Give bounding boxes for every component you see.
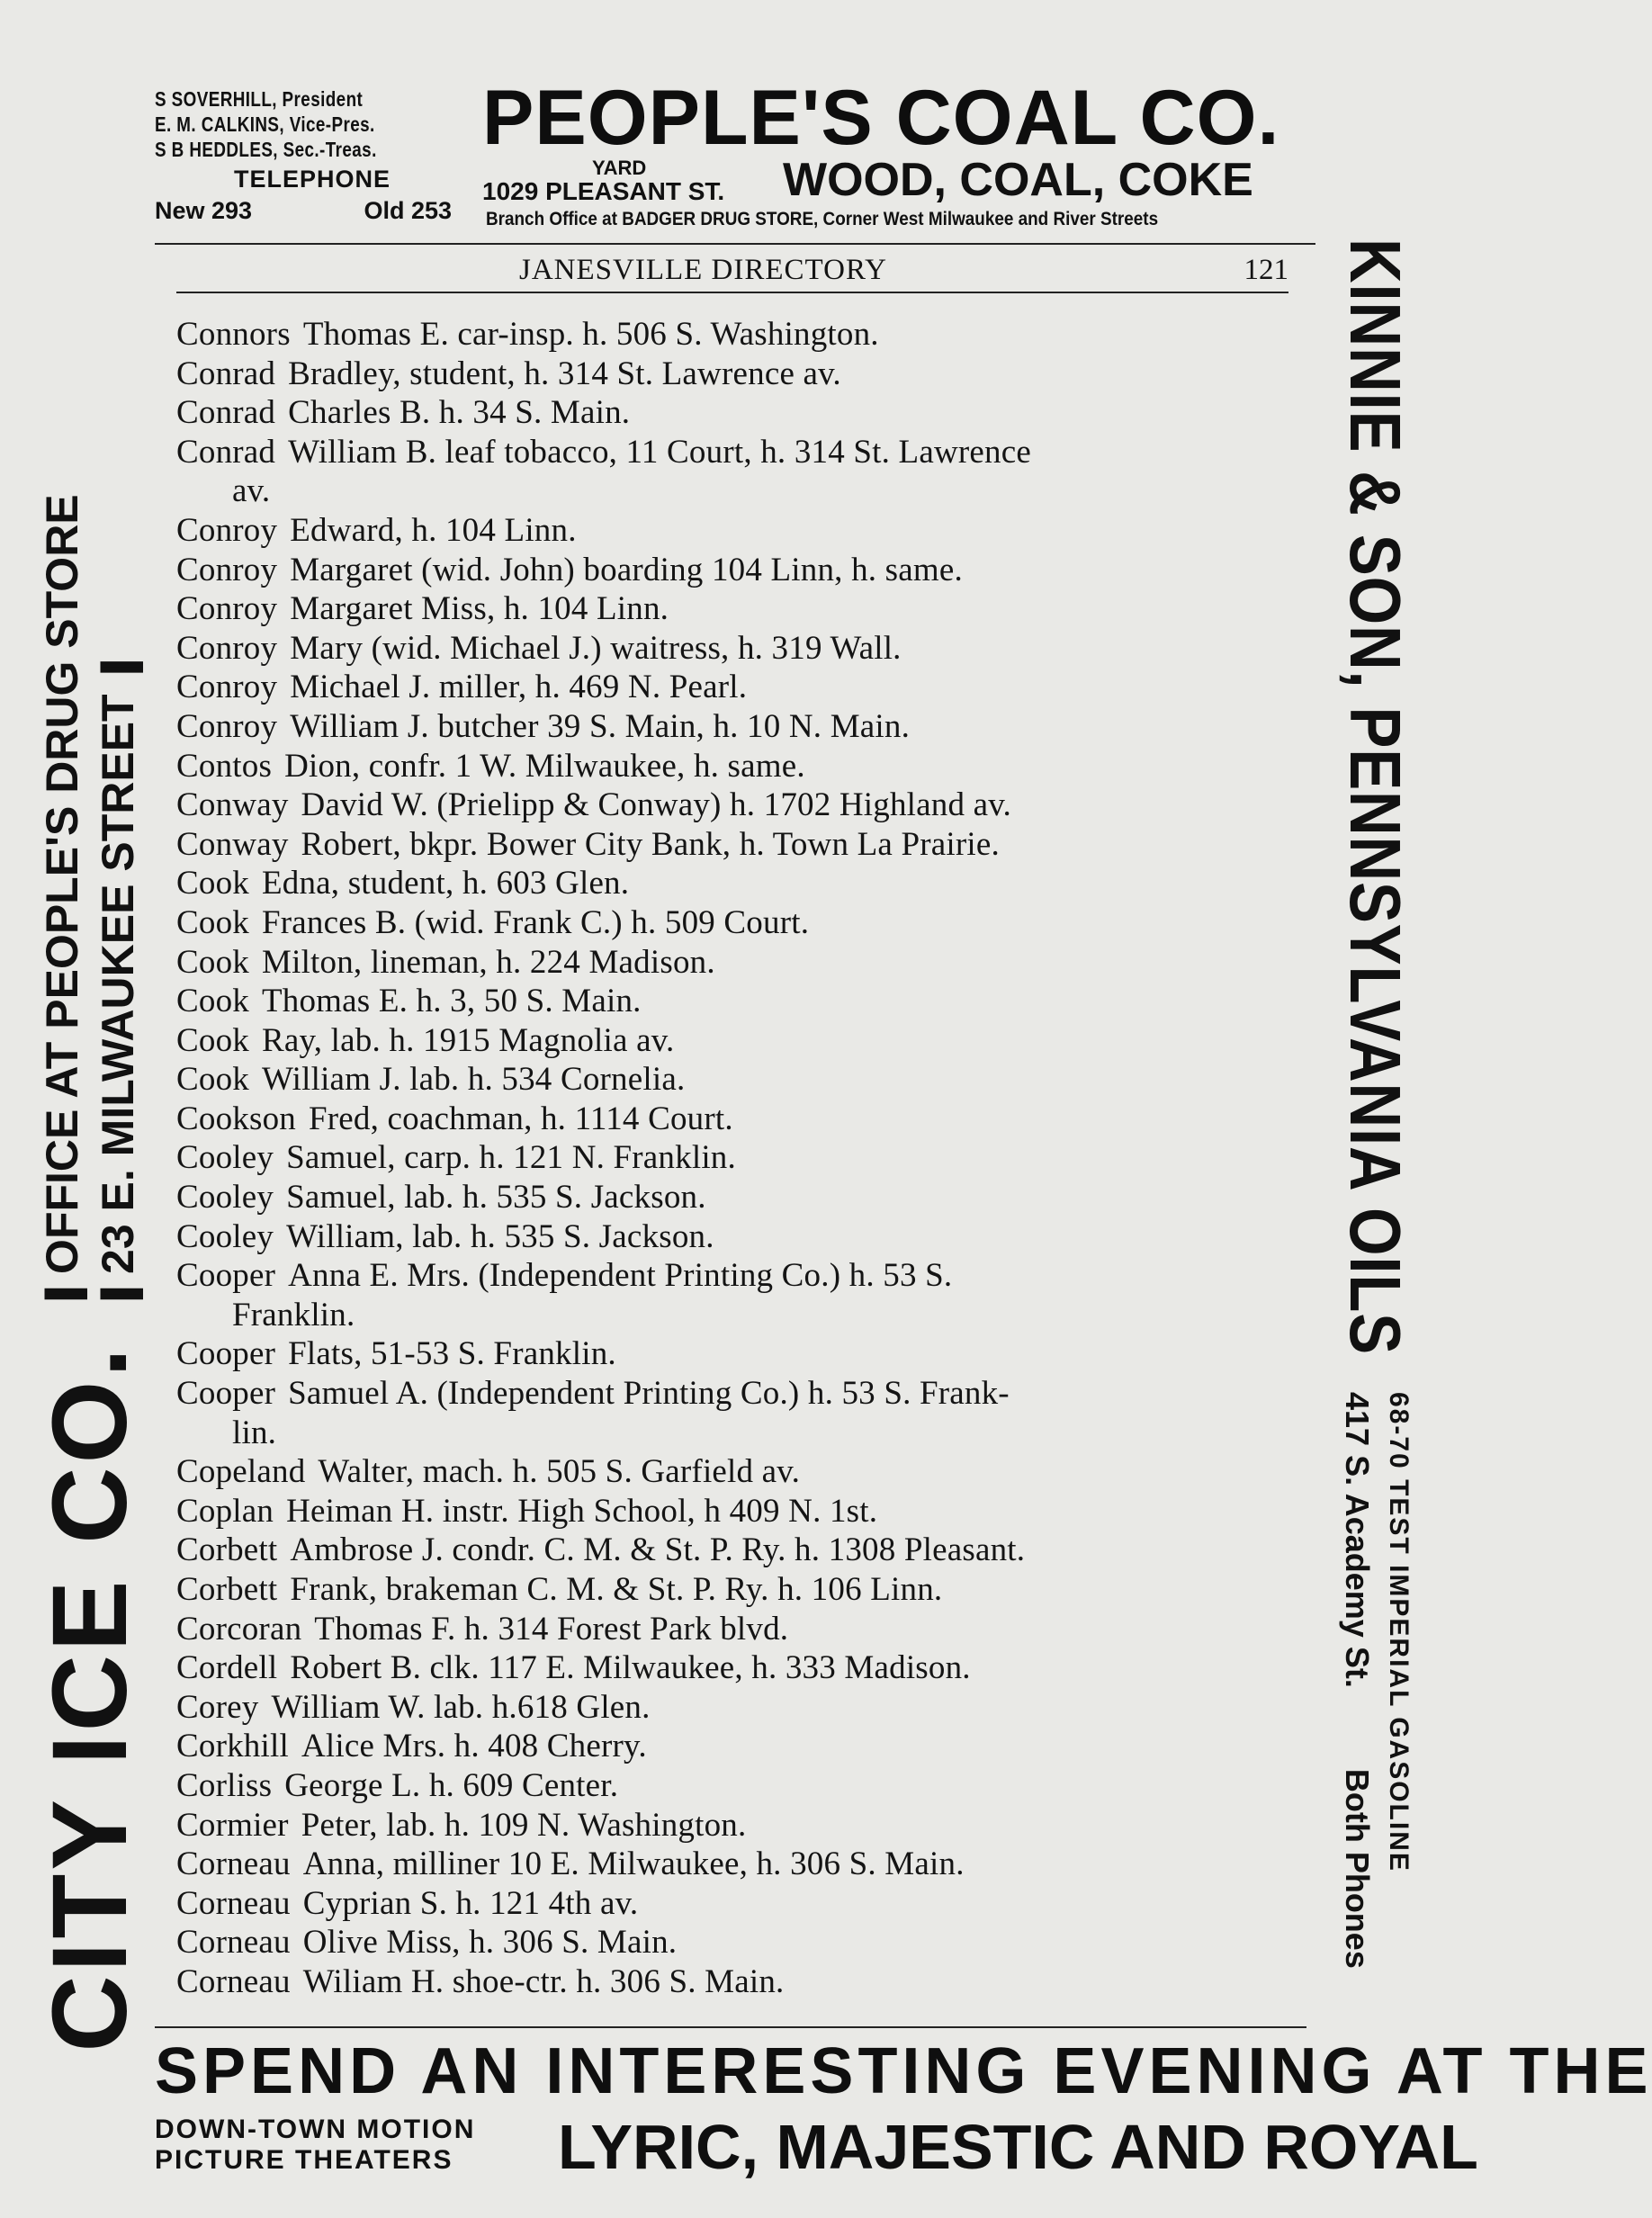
- entry-details: Fred, coachman, h. 1114 Court.: [308, 1100, 733, 1137]
- entry-details: Frances B. (wid. Frank C.) h. 509 Court.: [261, 903, 810, 941]
- entry-surname: Corneau: [176, 1845, 291, 1883]
- ice-address-text: 23 E. MILWAUKEE STREET: [93, 694, 143, 1274]
- entry-details: Robert B. clk. 117 E. Milwaukee, h. 333 Madison.: [290, 1649, 971, 1687]
- ice-address: ||23 E. MILWAUKEE STREET||: [93, 665, 143, 1303]
- page-number: 121: [1243, 254, 1288, 286]
- entry-surname: Conroy: [176, 669, 278, 706]
- entry-details: Anna, milliner 10 E. Milwaukee, h. 306 S. Main.: [302, 1845, 965, 1883]
- directory-entry: [176, 1688, 1294, 1728]
- directory-entry: [176, 433, 1294, 511]
- directory-entry: [176, 1570, 1294, 1610]
- officer-president: S SOVERHILL, President: [155, 87, 364, 111]
- directory-entry: [176, 1217, 1294, 1257]
- directory-entry: [176, 1256, 1294, 1334]
- directory-entry: [176, 1648, 1294, 1688]
- entry-surname: Corey: [176, 1688, 259, 1726]
- directory-entry: [176, 707, 1294, 747]
- header-rule: [176, 292, 1288, 293]
- directory-entry: [176, 786, 1294, 825]
- entry-surname: Cook: [176, 1061, 249, 1099]
- entry-details: Heiman H. instr. High School, h 409 N. 1st.: [286, 1492, 878, 1530]
- entry-details: Olive Miss, h. 306 S. Main.: [302, 1924, 678, 1962]
- directory-entry: [176, 1100, 1294, 1139]
- telephone-numbers: [155, 197, 452, 225]
- entry-details: Walter, mach. h. 505 S. Garfield av.: [318, 1453, 801, 1491]
- oil-phones: Both Phones: [1339, 1768, 1376, 1969]
- oil-address-line: [1333, 1392, 1380, 1969]
- entry-continuation: av.: [232, 472, 271, 510]
- directory-entry: [176, 315, 1294, 355]
- ice-office: ||OFFICE AT PEOPLE'S DRUG STORE: [37, 494, 87, 1303]
- entry-surname: Cooley: [176, 1179, 274, 1217]
- directory-entry: [176, 1766, 1294, 1806]
- phone-old: Old 253: [364, 197, 452, 224]
- directory-entry: [176, 511, 1294, 551]
- entry-surname: Corkhill: [176, 1728, 289, 1765]
- entry-details: Samuel A. (Independent Printing Co.) h. 53 S. Frank-: [288, 1375, 1010, 1413]
- directory-listings: [176, 315, 1294, 2002]
- entry-details: Samuel, lab. h. 535 S. Jackson.: [286, 1179, 706, 1217]
- officer-secretary: S B HEDDLES, Sec.-Treas.: [155, 138, 377, 161]
- entry-details: George L. h. 609 Center.: [284, 1766, 619, 1804]
- entry-surname: Cook: [176, 983, 249, 1020]
- ice-company-details: [34, 494, 146, 1321]
- entry-surname: Coplan: [176, 1492, 274, 1530]
- entry-details: Flats, 51-53 S. Franklin.: [288, 1335, 616, 1373]
- entry-surname: Cormier: [176, 1806, 289, 1844]
- entry-details: Robert, bkpr. Bower City Bank, h. Town La Prairie.: [301, 825, 1000, 863]
- directory-entry: [176, 355, 1294, 394]
- theater-headline: SPEND AN INTERESTING EVENING AT THE: [155, 2035, 1652, 2107]
- directory-entry: [176, 825, 1294, 865]
- directory-entry: [176, 943, 1294, 983]
- entry-details: Margaret (wid. John) boarding 104 Linn, h. same.: [290, 551, 963, 588]
- directory-entry: [176, 668, 1294, 707]
- entry-details: William J. lab. h. 534 Cornelia.: [261, 1061, 686, 1099]
- entry-surname: Copeland: [176, 1453, 306, 1491]
- entry-surname: Conroy: [176, 551, 278, 588]
- entry-surname: Conrad: [176, 394, 276, 432]
- entry-details: Thomas E. h. 3, 50 S. Main.: [261, 983, 642, 1020]
- top-rule: [155, 243, 1315, 245]
- kinnie-oils-ad: [1285, 238, 1465, 2038]
- entry-details: William W. lab. h.618 Glen.: [271, 1688, 651, 1726]
- entry-details: Mary (wid. Michael J.) waitress, h. 319 Wall.: [290, 629, 902, 667]
- entry-details: Wiliam H. shoe-ctr. h. 306 S. Main.: [302, 1962, 785, 2000]
- entry-surname: Cook: [176, 865, 249, 902]
- entry-continuation: Franklin.: [232, 1296, 355, 1333]
- directory-entry: [176, 1178, 1294, 1217]
- entry-details: William B. leaf tobacco, 11 Court, h. 314 St. Lawrence: [288, 433, 1031, 471]
- theater-subtext-line2: PICTURE THEATERS: [155, 2145, 453, 2175]
- entry-details: Milton, lineman, h. 224 Madison.: [261, 943, 715, 981]
- entry-surname: Conroy: [176, 629, 278, 667]
- directory-entry: [176, 1923, 1294, 1962]
- phone-new: New 293: [155, 197, 253, 224]
- directory-entry: [176, 747, 1294, 786]
- entry-surname: Cooley: [176, 1217, 274, 1255]
- entry-surname: Cook: [176, 903, 249, 941]
- entry-details: Cyprian S. h. 121 4th av.: [302, 1884, 639, 1922]
- telephone-label: TELEPHONE: [234, 166, 391, 193]
- entry-details: Michael J. miller, h. 469 N. Pearl.: [290, 669, 748, 706]
- entry-details: Thomas F. h. 314 Forest Park blvd.: [314, 1610, 789, 1648]
- branch-office: Branch Office at BADGER DRUG STORE, Corner West Milwaukee and River Streets: [486, 209, 1159, 229]
- entry-surname: Conway: [176, 786, 289, 824]
- entry-details: Margaret Miss, h. 104 Linn.: [290, 590, 669, 628]
- directory-entry: [176, 1138, 1294, 1178]
- oil-address: 417 S. Academy St.: [1339, 1392, 1376, 1688]
- directory-entry: [176, 1962, 1294, 2002]
- entry-details: Bradley, student, h. 314 St. Lawrence av.: [288, 355, 841, 392]
- entry-details: Edward, h. 104 Linn.: [290, 511, 577, 549]
- directory-entry: [176, 1845, 1294, 1884]
- officer-vice-president: E. M. CALKINS, Vice-Pres.: [155, 112, 375, 136]
- entry-surname: Cordell: [176, 1649, 278, 1687]
- entry-details: Peter, lab. h. 109 N. Washington.: [301, 1806, 747, 1844]
- directory-entry: [176, 1334, 1294, 1374]
- entry-continuation: lin.: [232, 1414, 277, 1451]
- entry-details: William J. butcher 39 S. Main, h. 10 N. Main.: [290, 707, 911, 745]
- entry-surname: Corbett: [176, 1571, 278, 1608]
- yard-address: 1029 PLEASANT ST.: [482, 177, 725, 205]
- entry-surname: Corneau: [176, 1884, 291, 1922]
- entry-surname: Cookson: [176, 1100, 296, 1137]
- directory-entry: [176, 1021, 1294, 1061]
- entry-surname: Contos: [176, 747, 273, 785]
- directory-entry: [176, 1060, 1294, 1100]
- entry-surname: Conrad: [176, 433, 276, 471]
- directory-entry: [176, 1374, 1294, 1452]
- bottom-rule: [155, 2026, 1306, 2028]
- oil-company-name: KINNIE & SON, PENNSYLVANIA OILS: [1335, 238, 1415, 1355]
- directory-entry: [176, 1531, 1294, 1570]
- theater-subtext-line1: DOWN-TOWN MOTION: [155, 2115, 476, 2144]
- theater-subtext: [155, 2115, 551, 2176]
- entry-surname: Conroy: [176, 707, 278, 745]
- ice-company-name: CITY ICE CO.: [31, 1343, 149, 2052]
- entry-details: Ray, lab. h. 1915 Magnolia av.: [261, 1021, 675, 1059]
- entry-details: Dion, confr. 1 W. Milwaukee, h. same.: [284, 747, 805, 785]
- entry-details: Ambrose J. condr. C. M. & St. P. Ry. h. 1308 Pleasant.: [290, 1531, 1026, 1569]
- directory-entry: [176, 1884, 1294, 1924]
- entry-surname: Cooper: [176, 1335, 276, 1373]
- city-ice-ad: [0, 328, 180, 2218]
- entry-details: Charles B. h. 34 S. Main.: [288, 394, 631, 432]
- oil-company-details: [1333, 1392, 1416, 1969]
- yard-label: YARD: [592, 157, 647, 179]
- entry-details: Edna, student, h. 603 Glen.: [261, 865, 630, 902]
- entry-details: Anna E. Mrs. (Independent Printing Co.) h. 53 S.: [288, 1257, 953, 1295]
- directory-entry: [176, 1806, 1294, 1845]
- entry-surname: Corneau: [176, 1924, 291, 1962]
- entry-surname: Conrad: [176, 355, 276, 392]
- directory-entry: [176, 903, 1294, 943]
- directory-entry: [176, 629, 1294, 669]
- directory-entry: [176, 589, 1294, 629]
- directory-title: JANESVILLE DIRECTORY: [519, 254, 887, 286]
- yard-block: [482, 158, 788, 205]
- entry-surname: Corcoran: [176, 1610, 302, 1648]
- entry-surname: Conroy: [176, 511, 278, 549]
- entry-details: Alice Mrs. h. 408 Cherry.: [301, 1728, 647, 1765]
- directory-entry: [176, 1452, 1294, 1492]
- directory-entry: [176, 982, 1294, 1021]
- entry-surname: Cooper: [176, 1375, 276, 1413]
- entry-surname: Corneau: [176, 1962, 291, 2000]
- coal-products: WOOD, COAL, COKE: [783, 154, 1253, 206]
- entry-details: Samuel, carp. h. 121 N. Franklin.: [286, 1139, 736, 1177]
- entry-surname: Conroy: [176, 590, 278, 628]
- ice-office-text: OFFICE AT PEOPLE'S DRUG STORE: [37, 494, 87, 1274]
- running-header: [155, 250, 1288, 290]
- directory-entry: [176, 393, 1294, 433]
- coal-company-name: PEOPLE'S COAL CO.: [482, 75, 1280, 161]
- directory-entry: [176, 1492, 1294, 1531]
- entry-details: Frank, brakeman C. M. & St. P. Ry. h. 106 Linn.: [290, 1571, 943, 1608]
- entry-surname: Corliss: [176, 1766, 273, 1804]
- entry-surname: Cooper: [176, 1257, 276, 1295]
- officers-block: [155, 86, 461, 225]
- entry-surname: Conway: [176, 825, 289, 863]
- oil-products: 68-70 TEST IMPERIAL GASOLINE: [1384, 1392, 1414, 1872]
- entry-surname: Cook: [176, 1021, 249, 1059]
- entry-surname: Corbett: [176, 1531, 278, 1569]
- directory-entry: [176, 551, 1294, 590]
- entry-surname: Cooley: [176, 1139, 274, 1177]
- directory-entry: [176, 864, 1294, 903]
- directory-entry: [176, 1727, 1294, 1766]
- theater-names: LYRIC, MAJESTIC AND ROYAL: [558, 2112, 1478, 2182]
- directory-entry: [176, 1610, 1294, 1649]
- entry-details: Thomas E. car-insp. h. 506 S. Washington.: [302, 316, 879, 353]
- entry-surname: Cook: [176, 943, 249, 981]
- entry-surname: Connors: [176, 316, 291, 353]
- entry-details: William, lab. h. 535 S. Jackson.: [286, 1217, 714, 1255]
- entry-details: David W. (Prielipp & Conway) h. 1702 Highland av.: [301, 786, 1011, 824]
